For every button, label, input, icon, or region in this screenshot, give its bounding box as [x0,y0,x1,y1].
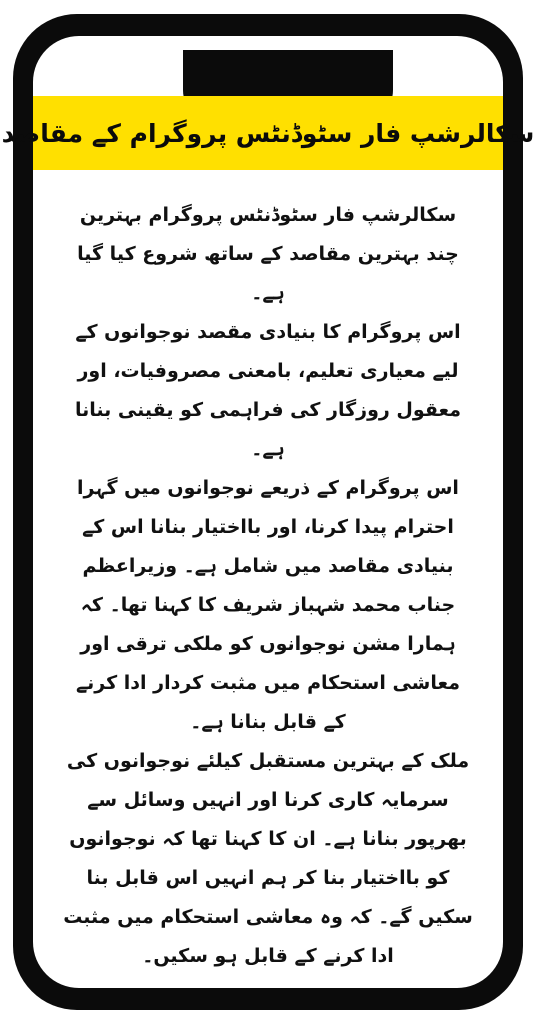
paragraph: سکالرشپ فار سٹوڈنٹس پروگرام بہترین چند بہترین مقاصد کے ساتھ شروع کیا گیا ہے۔ [77,204,459,304]
page-title: سکالرشپ فار سٹوڈنٹس پروگرام کے مقاصد [1,118,535,148]
paragraph: اس پروگرام کے ذریعے نوجوانوں میں گہرا احترام پیدا کرنا، اور بااختیار بنانا اس کے بنیادی مقاصد میں شامل ہے۔ وزیراعظم جناب محمد شہباز شریف کا کہنا تھا۔ کہ ہمارا مشن نوجوانوں کو ملکی ترقی اور معاشی استحکام میں مثبت کردار ادا کرنے کے قابل بنانا ہے۔ [76,477,460,733]
paragraph: ملک کے بہترین مستقبل کیلئے نوجوانوں کی سرمایہ کاری کرنا اور انہیں وسائل سے بھرپور بنانا ہے۔ ان کا کہنا تھا کہ نوجوانوں کو بااختیار بنا کر ہم انہیں اس قابل بنا سکیں گے۔ کہ وہ معاشی استحکام میں مثبت ادا کرنے کے قابل ہو سکیں۔ [63,750,473,967]
phone-frame [1,14,535,1010]
title-banner [1,96,535,170]
article-body [63,196,473,976]
paragraph: اس پروگرام کا بنیادی مقصد نوجوانوں کے لیے معیاری تعلیم، بامعنی مصروفیات، اور معقول روزگار کی فراہمی کو یقینی بنانا ہے۔ [75,321,461,460]
phone-screen [1,36,535,988]
